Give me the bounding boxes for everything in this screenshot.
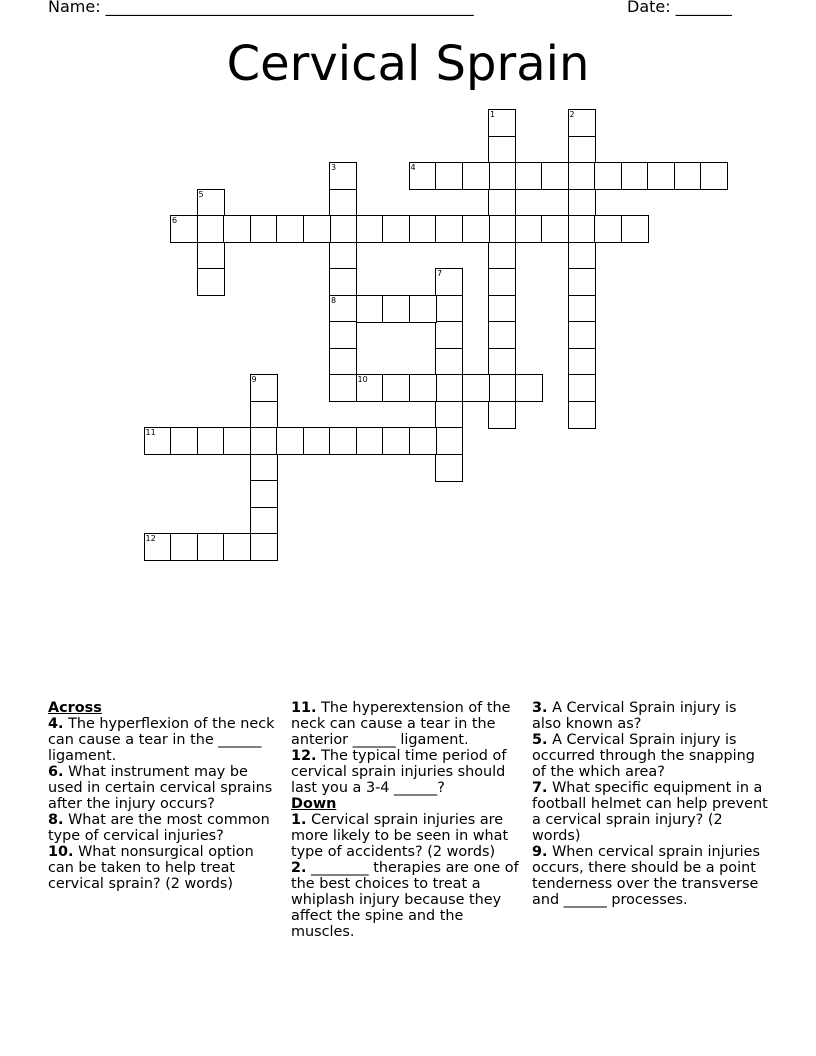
grid-cell[interactable]	[488, 295, 516, 323]
clue-number: 2	[569, 110, 575, 119]
clue-text: What specific equipment in a football helmet can help prevent a cervical sprain injury? (2 words)	[532, 780, 768, 844]
down-heading: Down	[291, 796, 337, 812]
grid-cell[interactable]	[488, 268, 516, 296]
clue-text: The hyperextension of the neck can cause a tear in the anterior ______ ligament.	[291, 700, 511, 748]
grid-cell[interactable]	[435, 162, 463, 190]
clue-text: What nonsurgical option can be taken to help treat cervical sprain? (2 words)	[48, 844, 254, 892]
grid-cell[interactable]	[197, 189, 225, 217]
clue	[48, 844, 284, 892]
grid-cell[interactable]	[329, 427, 357, 455]
grid-cell[interactable]	[621, 162, 649, 190]
grid-cell[interactable]	[197, 268, 225, 296]
grid-cell[interactable]	[488, 321, 516, 349]
clue-number: 4.	[48, 716, 64, 732]
grid-cell[interactable]	[170, 533, 198, 561]
grid-cell[interactable]	[568, 109, 596, 137]
grid-cell[interactable]	[276, 215, 304, 243]
grid-cell[interactable]	[170, 215, 198, 243]
across-heading: Across	[48, 700, 102, 716]
grid-cell[interactable]	[329, 295, 357, 323]
grid-cell[interactable]	[435, 374, 463, 402]
clue-number: 1	[490, 110, 496, 119]
clue-text: What are the most common type of cervical injuries?	[48, 812, 270, 844]
clues-column-3	[532, 700, 768, 908]
clue-number: 8.	[48, 812, 64, 828]
grid-cell[interactable]	[223, 533, 251, 561]
grid-cell[interactable]	[382, 215, 410, 243]
grid-cell[interactable]	[197, 215, 225, 243]
grid-cell[interactable]	[329, 374, 357, 402]
grid-cell[interactable]	[382, 295, 410, 323]
clue-number: 12	[145, 534, 156, 543]
clue-number: 5	[198, 189, 204, 199]
grid-cell[interactable]	[488, 109, 516, 137]
grid-cell[interactable]	[250, 533, 278, 561]
clue-text: Cervical sprain injuries are more likely to be seen in what type of accidents? (2 words)	[291, 812, 509, 860]
grid-cell[interactable]	[462, 374, 490, 402]
grid-cell[interactable]	[197, 242, 225, 270]
grid-cell[interactable]	[568, 348, 596, 376]
grid-cell[interactable]	[488, 136, 516, 164]
grid-cell[interactable]	[568, 321, 596, 349]
grid-cell[interactable]	[435, 401, 463, 429]
grid-cell[interactable]	[594, 162, 622, 190]
date-field[interactable]: Date: _______	[627, 0, 732, 16]
clue-number: 2.	[291, 860, 307, 876]
clue	[291, 860, 527, 940]
clue	[532, 844, 768, 908]
grid-cell[interactable]	[488, 162, 516, 190]
grid-cell[interactable]	[488, 242, 516, 270]
clue-text: A Cervical Sprain injury is occurred through the snapping of the which area?	[532, 732, 755, 780]
clue	[291, 748, 527, 796]
grid-cell[interactable]	[276, 427, 304, 455]
clue	[291, 700, 527, 748]
clue-number: 5.	[532, 732, 548, 748]
grid-cell[interactable]	[329, 242, 357, 270]
grid-cell[interactable]	[435, 215, 463, 243]
grid-cell[interactable]	[250, 401, 278, 429]
grid-cell[interactable]	[250, 374, 278, 402]
clue-number: 8	[331, 295, 337, 305]
grid-cell[interactable]	[462, 162, 490, 190]
grid-cell[interactable]	[197, 533, 225, 561]
clue	[48, 764, 284, 812]
grid-cell[interactable]	[647, 162, 675, 190]
grid-cell[interactable]	[250, 507, 278, 535]
clue-number: 11.	[291, 700, 317, 716]
clue	[291, 812, 527, 860]
grid-cell[interactable]	[488, 401, 516, 429]
grid-cell[interactable]	[541, 215, 569, 243]
clue-text: What instrument may be used in certain cervical sprains after the injury occurs?	[48, 764, 273, 812]
grid-cell[interactable]	[356, 215, 384, 243]
clue-number: 6.	[48, 764, 64, 780]
clue-text: A Cervical Sprain injury is also known as?	[532, 700, 737, 732]
grid-cell[interactable]	[329, 348, 357, 376]
clues-column-1	[48, 700, 284, 892]
grid-cell[interactable]	[329, 189, 357, 217]
grid-cell[interactable]	[462, 215, 490, 243]
grid-cell[interactable]	[515, 374, 543, 402]
grid-cell[interactable]	[382, 374, 410, 402]
clue-number: 9	[251, 375, 257, 384]
grid-cell[interactable]	[568, 295, 596, 323]
grid-cell[interactable]	[568, 215, 596, 243]
grid-cell[interactable]	[250, 215, 278, 243]
grid-cell[interactable]	[515, 215, 543, 243]
grid-cell[interactable]	[409, 215, 437, 243]
grid-cell[interactable]	[409, 162, 437, 190]
grid-cell[interactable]	[674, 162, 702, 190]
grid-cell[interactable]	[197, 427, 225, 455]
grid-cell[interactable]	[435, 295, 463, 323]
clue-number: 6	[172, 216, 178, 225]
name-field[interactable]: Name: ______________________________________________	[48, 0, 474, 16]
grid-cell[interactable]	[435, 427, 463, 455]
clue	[48, 716, 284, 764]
clue-number: 1.	[291, 812, 307, 828]
clue-text: When cervical sprain injuries occurs, there should be a point tenderness over the transverse and ______ processes.	[532, 844, 761, 908]
grid-cell[interactable]	[568, 136, 596, 164]
clue-number: 11	[145, 428, 156, 437]
grid-cell[interactable]	[303, 215, 331, 243]
clue-text: ________ therapies are one of the best choices to treat a whiplash injury because they affect the spine and the muscles.	[291, 860, 519, 940]
grid-cell[interactable]	[568, 242, 596, 270]
puzzle-title: Cervical Sprain	[226, 36, 590, 92]
grid-cell[interactable]	[250, 427, 278, 455]
grid-cell[interactable]	[594, 215, 622, 243]
clue-number: 3.	[532, 700, 548, 716]
grid-cell[interactable]	[250, 454, 278, 482]
clue-text: The typical time period of cervical sprain injuries should last you a 3-4 ______?	[291, 748, 507, 796]
clue-number: 12.	[291, 748, 317, 764]
grid-cell[interactable]	[409, 374, 437, 402]
clue-number: 4	[410, 163, 416, 172]
clue-number: 10.	[48, 844, 74, 860]
grid-cell[interactable]	[700, 162, 728, 190]
grid-cell[interactable]	[329, 321, 357, 349]
grid-cell[interactable]	[223, 427, 251, 455]
grid-cell[interactable]	[621, 215, 649, 243]
grid-cell[interactable]	[250, 480, 278, 508]
clue-number: 10	[357, 375, 368, 384]
grid-cell[interactable]	[488, 348, 516, 376]
grid-cell[interactable]	[170, 427, 198, 455]
grid-cell[interactable]	[329, 215, 357, 243]
grid-cell[interactable]	[435, 348, 463, 376]
grid-cell[interactable]	[409, 295, 437, 323]
grid-cell[interactable]	[488, 215, 516, 243]
grid-cell[interactable]	[356, 374, 384, 402]
grid-cell[interactable]	[568, 162, 596, 190]
grid-cell[interactable]	[435, 454, 463, 482]
grid-cell[interactable]	[409, 427, 437, 455]
grid-cell[interactable]	[144, 533, 172, 561]
clue-text: The hyperflexion of the neck can cause a tear in the ______ ligament.	[48, 716, 275, 764]
grid-cell[interactable]	[144, 427, 172, 455]
grid-cell[interactable]	[568, 268, 596, 296]
clue-number: 3	[331, 163, 337, 172]
clue	[48, 812, 284, 844]
grid-cell[interactable]	[356, 295, 384, 323]
grid-cell[interactable]	[223, 215, 251, 243]
clue-number: 7	[437, 269, 443, 278]
grid-cell[interactable]	[488, 374, 516, 402]
clue-number: 9.	[532, 844, 548, 860]
clue	[532, 700, 768, 732]
clue	[532, 780, 768, 844]
clues-column-2	[291, 700, 527, 940]
grid-cell[interactable]	[568, 401, 596, 429]
grid-cell[interactable]	[435, 321, 463, 349]
grid-cell[interactable]	[488, 189, 516, 217]
grid-cell[interactable]	[515, 162, 543, 190]
grid-cell[interactable]	[541, 162, 569, 190]
grid-cell[interactable]	[382, 427, 410, 455]
grid-cell[interactable]	[329, 268, 357, 296]
grid-cell[interactable]	[329, 162, 357, 190]
grid-cell[interactable]	[568, 189, 596, 217]
grid-cell[interactable]	[568, 374, 596, 402]
grid-cell[interactable]	[303, 427, 331, 455]
clue	[532, 732, 768, 780]
grid-cell[interactable]	[435, 268, 463, 296]
clue-number: 7.	[532, 780, 548, 796]
grid-cell[interactable]	[356, 427, 384, 455]
